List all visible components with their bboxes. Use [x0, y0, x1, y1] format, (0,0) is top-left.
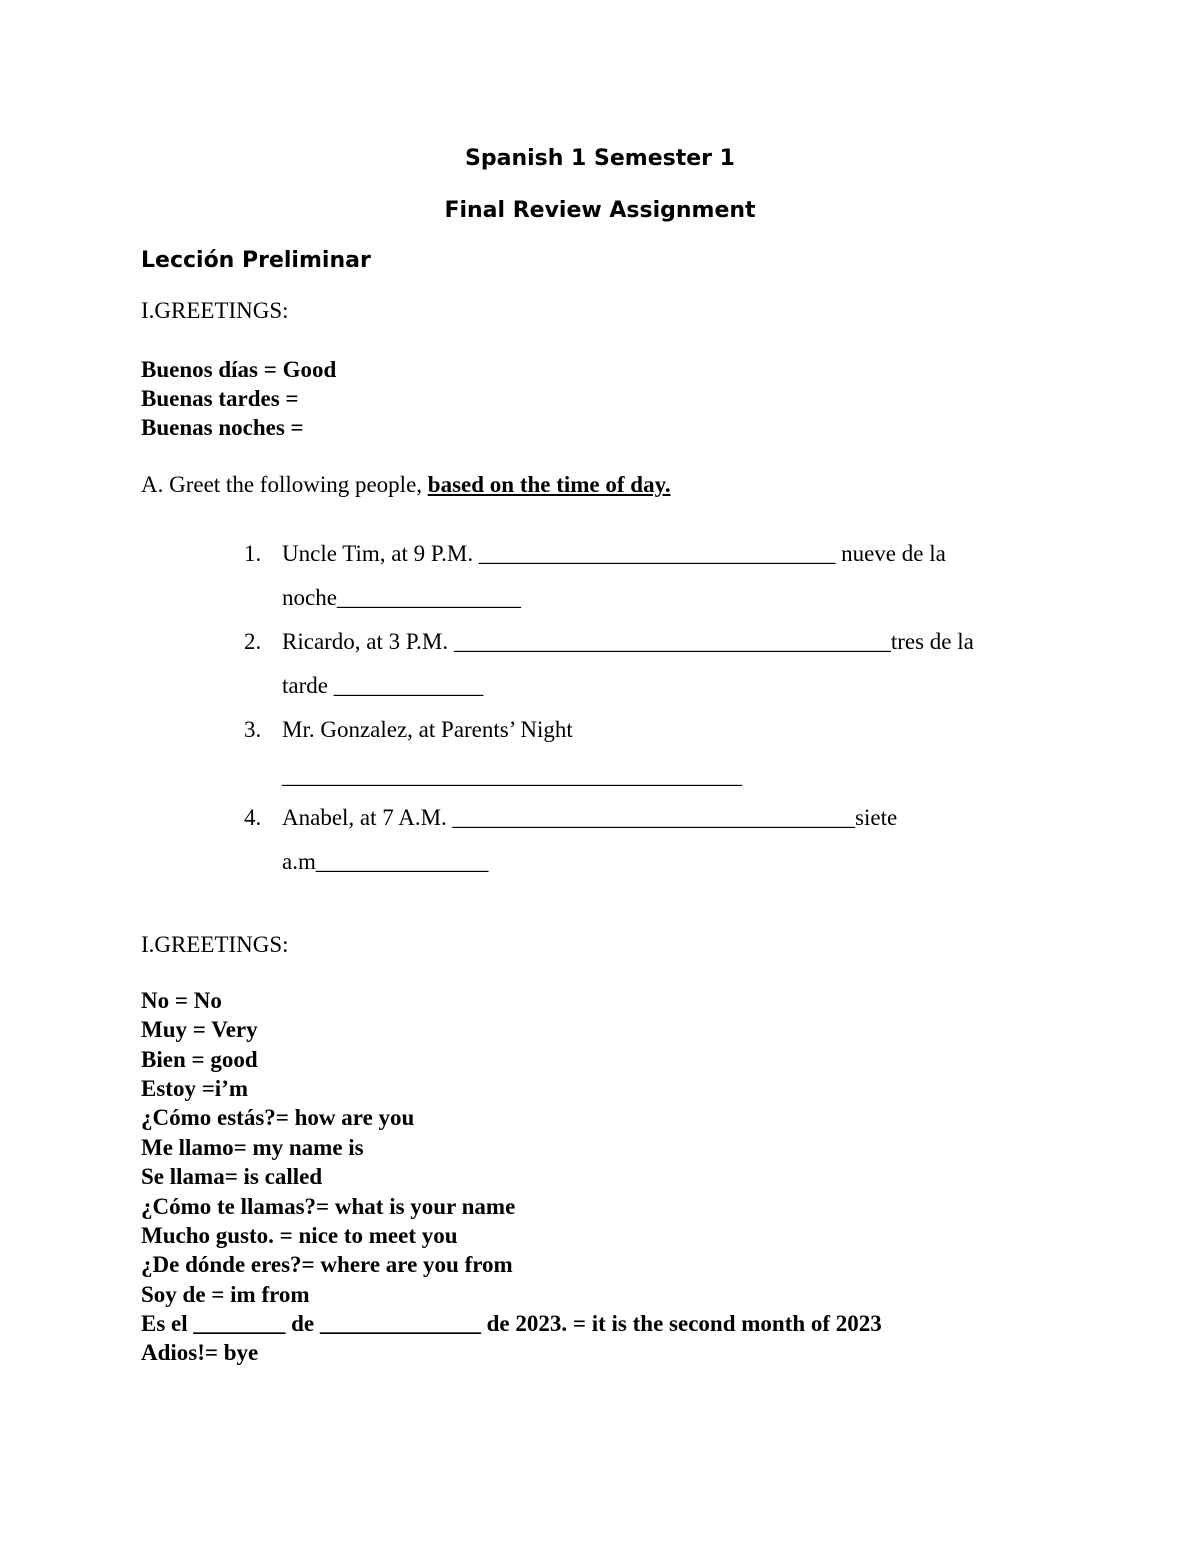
page-title: Spanish 1 Semester 1 [465, 146, 735, 171]
vocab-line: Me llamo= my name is [141, 1135, 364, 1160]
answer-blank: noche________________ [282, 585, 521, 610]
lesson-heading: Lección Preliminar [141, 248, 371, 273]
vocab-line: Buenos días = Good [141, 357, 337, 382]
vocab-line: Buenas tardes = [141, 386, 299, 411]
item-number: 3. [244, 717, 262, 742]
vocab-line: Bien = good [141, 1047, 258, 1072]
vocab-line: No = No [141, 988, 222, 1013]
item-number: 4. [244, 805, 262, 830]
item-text: Anabel, at 7 A.M. ___________________________________siete [282, 805, 898, 830]
vocab-line: ¿Cómo te llamas?= what is your name [141, 1194, 516, 1219]
item-number: 1. [244, 541, 262, 566]
vocab-line: Es el ________ de ______________ de 2023. = it is the second month of 2023 [141, 1311, 882, 1336]
vocab-line: Estoy =i’m [141, 1076, 249, 1101]
item-text: Uncle Tim, at 9 P.M. _______________________________ nueve de la [282, 541, 946, 566]
vocab-line: ¿De dónde eres?= where are you from [141, 1252, 513, 1277]
vocab-line: Muy = Very [141, 1017, 258, 1042]
vocab-line: Se llama= is called [141, 1164, 323, 1189]
answer-blank: tarde _____________ [282, 673, 484, 698]
vocab-line: ¿Cómo estás?= how are you [141, 1105, 415, 1130]
answer-blank: a.m_______________ [282, 849, 489, 874]
item-number: 2. [244, 629, 262, 654]
vocab-line: Adios!= bye [141, 1340, 259, 1365]
item-text: Ricardo, at 3 P.M. ______________________________________tres de la [282, 629, 974, 654]
instruction-emphasis: based on the time of day. [427, 472, 671, 497]
section-2-heading: I.GREETINGS: [141, 932, 289, 957]
item-text: Mr. Gonzalez, at Parents’ Night [282, 717, 573, 742]
section-1-heading: I.GREETINGS: [141, 298, 289, 323]
page-subtitle: Final Review Assignment [444, 198, 756, 223]
vocab-line: Soy de = im from [141, 1282, 310, 1307]
instruction-prefix: A. Greet the following people, [141, 472, 423, 497]
vocab-line: Buenas noches = [141, 415, 304, 440]
instruction [141, 473, 671, 496]
vocab-line: Mucho gusto. = nice to meet you [141, 1223, 458, 1248]
answer-blank: ________________________________________ [282, 763, 742, 788]
